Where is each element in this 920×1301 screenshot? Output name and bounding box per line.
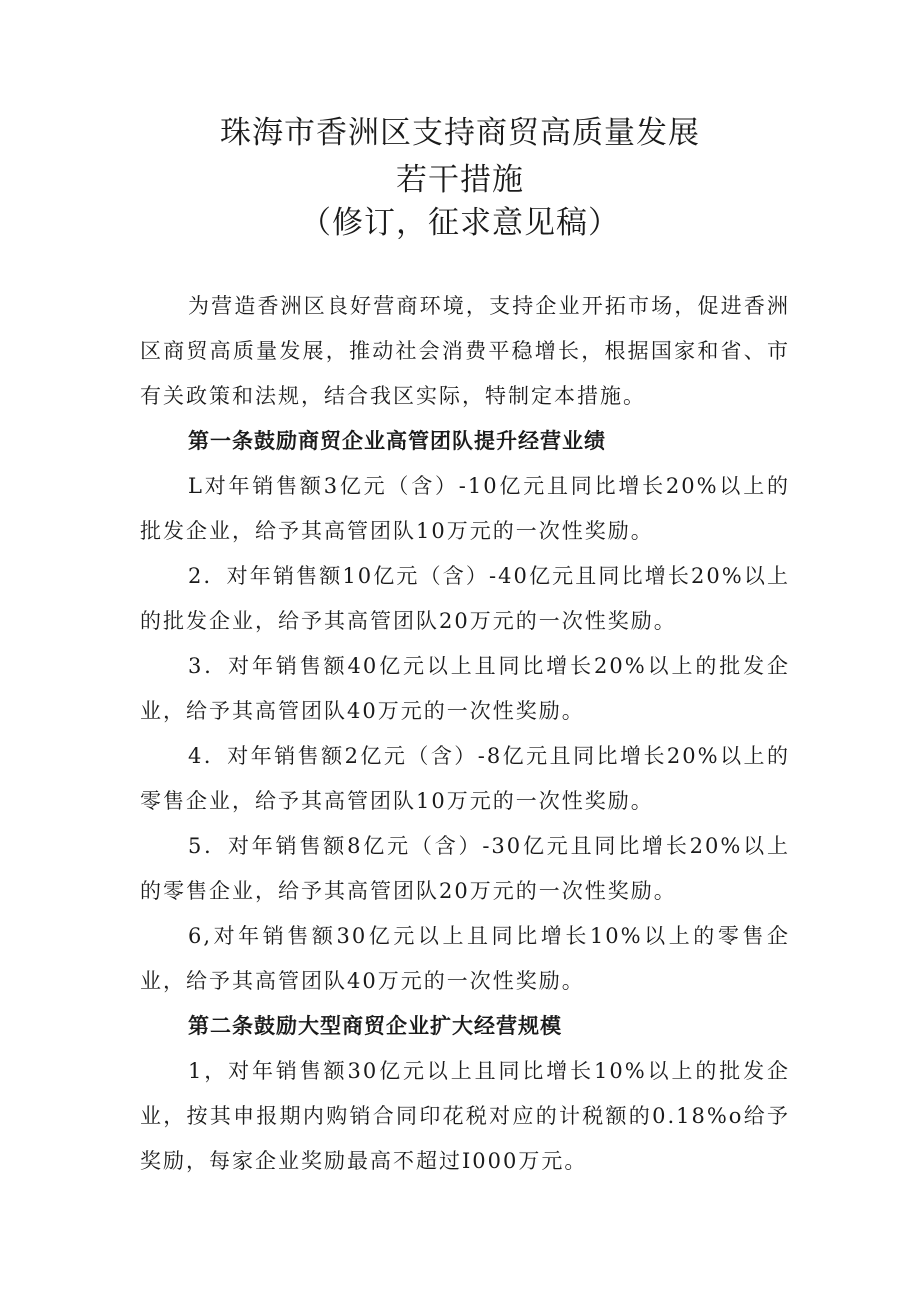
document-title: 珠海市香洲区支持商贸高质量发展 (220, 115, 700, 151)
article1-item: L对年销售额3亿元（含）-10亿元且同比增长20%以上的批发企业，给予其高管团队10万元的一次性奖励。 (140, 474, 790, 543)
article1-item: 2．对年销售额10亿元（含）-40亿元且同比增长20%以上的批发企业，给予其高管团队20万元的一次性奖励。 (140, 564, 790, 633)
article1-heading: 第一条鼓励商贸企业高管团队提升经营业绩 (188, 429, 606, 453)
article1-item: 4．对年销售额2亿元（含）-8亿元且同比增长20%以上的零售企业，给予其高管团队10万元的一次性奖励。 (140, 744, 790, 813)
article1-item: 5．对年销售额8亿元（含）-30亿元且同比增长20%以上的零售企业，给予其高管团队20万元的一次性奖励。 (140, 834, 790, 903)
article1-item: 6,对年销售额30亿元以上且同比增长10%以上的零售企业，给予其高管团队40万元的一次性奖励。 (140, 924, 790, 993)
document-title-line2: 若干措施 (396, 162, 524, 198)
article2-item: 1，对年销售额30亿元以上且同比增长10%以上的批发企业，按其申报期内购销合同印花税对应的计税额的0.18%o给予奖励，每家企业奖励最高不超过I000万元。 (140, 1059, 790, 1173)
intro-paragraph: 为营造香洲区良好营商环境，支持企业开拓市场，促进香洲区商贸高质量发展，推动社会消费平稳增长，根据国家和省、市有关政策和法规，结合我区实际，特制定本措施。 (140, 294, 790, 408)
document-body (140, 284, 790, 1184)
article2-heading: 第二条鼓励大型商贸企业扩大经营规模 (188, 1014, 562, 1038)
document-subtitle: （修订，征求意见稿） (300, 205, 620, 241)
article1-item: 3．对年销售额40亿元以上且同比增长20%以上的批发企业，给予其高管团队40万元的一次性奖励。 (140, 654, 790, 723)
